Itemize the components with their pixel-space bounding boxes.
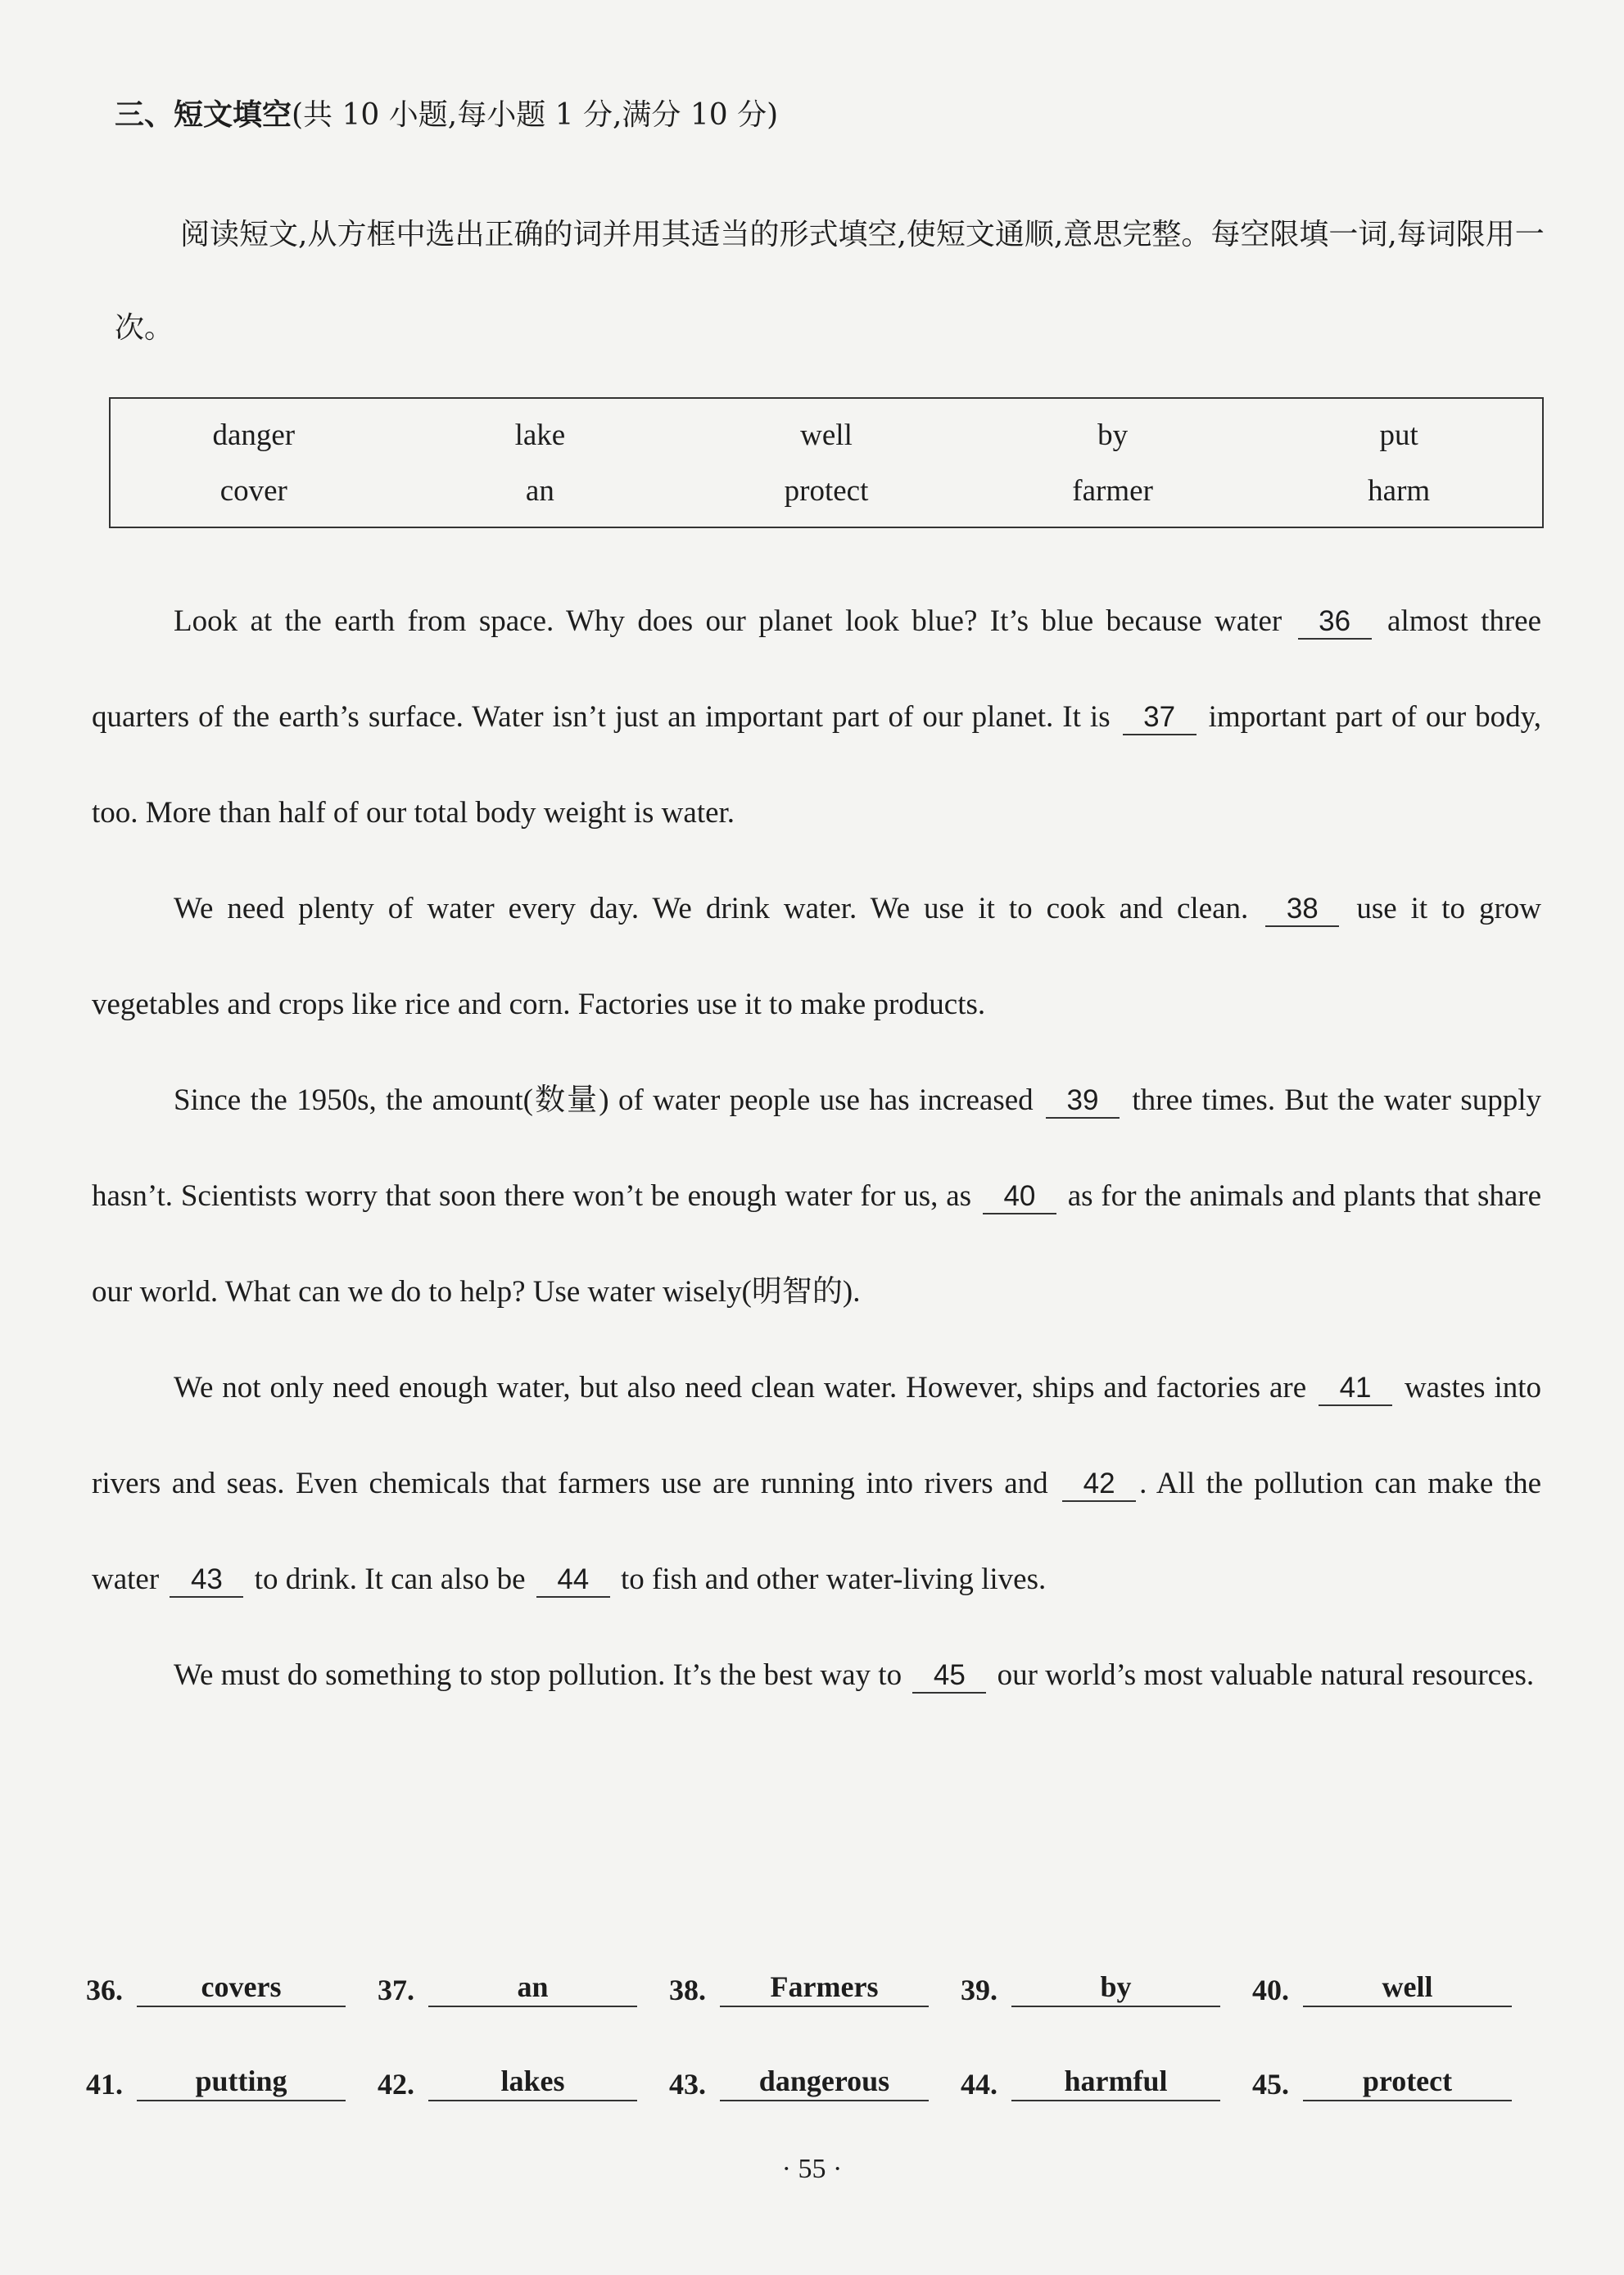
blank-43: 43 <box>170 1563 243 1598</box>
answer-number: 37. <box>378 1973 414 2006</box>
answer-key <box>86 1941 1544 2129</box>
answer-number: 39. <box>961 1973 997 2006</box>
paragraph-text: to drink. It can also be <box>254 1563 526 1596</box>
answer-item <box>1252 2064 1544 2101</box>
section-title-bold: 三、短文填空 <box>115 98 292 132</box>
blank-36: 36 <box>1298 605 1372 640</box>
blank-40: 40 <box>983 1180 1056 1214</box>
answer-value: Farmers <box>720 1970 929 2007</box>
answer-item <box>669 1970 961 2007</box>
paragraph-text: wastes into rivers and seas. Even chemicals that farmers use are running into rivers and <box>92 1371 1542 1500</box>
paragraph-text: We must do something to stop pollution. It’s the best way to <box>174 1658 902 1692</box>
word-box-item: farmer <box>1072 473 1153 508</box>
word-box-item: danger <box>212 418 296 452</box>
blank-39: 39 <box>1046 1084 1120 1119</box>
section-title-rest: (共 10 小题,每小题 1 分,满分 10 分) <box>292 98 779 132</box>
paragraph-1 <box>92 573 1541 861</box>
answer-row <box>86 2035 1544 2129</box>
paragraph-2 <box>92 861 1541 1052</box>
answer-number: 40. <box>1252 1973 1289 2006</box>
answer-item <box>961 1970 1252 2007</box>
answer-value: putting <box>137 2064 346 2101</box>
section-title <box>115 94 778 136</box>
word-box-item: by <box>1097 418 1129 452</box>
answer-value: harmful <box>1011 2064 1220 2101</box>
blank-41: 41 <box>1319 1372 1392 1406</box>
paragraph-text: as for the animals and plants that share our world. What can we do to help? Use water wisely(明智的). <box>92 1179 1542 1309</box>
answer-number: 42. <box>378 2067 414 2101</box>
answer-number: 41. <box>86 2067 123 2101</box>
word-box <box>109 397 1544 528</box>
answer-row <box>86 1941 1544 2035</box>
word-box-item: an <box>525 473 554 508</box>
paragraph-text: three times. But the water supply hasn’t. Scientists worry that soon there won’t be enough water for us, as <box>92 1083 1541 1213</box>
answer-item <box>669 2064 961 2101</box>
paragraph-text: We need plenty of water every day. We drink water. We use it to cook and clean. <box>174 892 1249 925</box>
answer-item <box>86 2064 378 2101</box>
blank-45: 45 <box>912 1659 986 1694</box>
answer-number: 36. <box>86 1973 123 2006</box>
passage <box>92 573 1541 1723</box>
paragraph-4 <box>92 1340 1541 1627</box>
answer-value: by <box>1011 1970 1220 2007</box>
answer-number: 43. <box>669 2067 706 2101</box>
paragraph-text: . All the pollution can make the water <box>92 1467 1542 1596</box>
answer-item <box>86 1970 378 2007</box>
word-box-item: put <box>1379 418 1418 452</box>
answer-number: 45. <box>1252 2067 1289 2101</box>
instructions: 阅读短文,从方框中选出正确的词并用其适当的形式填空,使短文通顺,意思完整。每空限填一词,每词限用一次。 <box>115 218 1545 345</box>
answer-item <box>378 2064 669 2101</box>
answer-value: covers <box>137 1970 346 2007</box>
blank-37: 37 <box>1123 701 1197 735</box>
paragraph-text: important part of our body, too. More than half of our total body weight is water. <box>92 700 1542 830</box>
page-number: · 55 · <box>781 2154 843 2184</box>
paragraph-text: We not only need enough water, but also need clean water. However, ships and factories are <box>174 1371 1307 1404</box>
blank-42: 42 <box>1062 1468 1136 1502</box>
word-box-item: harm <box>1368 473 1431 508</box>
answer-value: dangerous <box>720 2064 929 2101</box>
answer-item <box>1252 1970 1544 2007</box>
word-box-item: cover <box>219 473 287 508</box>
word-box-item: well <box>800 418 853 452</box>
answer-item <box>378 1970 669 2007</box>
answer-item <box>961 2064 1252 2101</box>
word-box-item: lake <box>514 418 566 452</box>
answer-value: lakes <box>428 2064 637 2101</box>
word-box-item: protect <box>784 473 869 508</box>
answer-number: 44. <box>961 2067 997 2101</box>
paragraph-5 <box>92 1627 1541 1723</box>
blank-44: 44 <box>536 1563 610 1598</box>
paragraph-text: Look at the earth from space. Why does our planet look blue? It’s blue because water <box>174 604 1282 638</box>
blank-38: 38 <box>1265 893 1339 927</box>
paragraph-text: Since the 1950s, the amount(数量) of water people use has increased <box>174 1083 1034 1117</box>
answer-value: protect <box>1303 2064 1512 2101</box>
paragraph-text: to fish and other water-living lives. <box>621 1563 1047 1596</box>
answer-number: 38. <box>669 1973 706 2006</box>
answer-value: well <box>1303 1970 1512 2007</box>
paragraph-3 <box>92 1052 1541 1340</box>
paragraph-text: use it to grow vegetables and crops like rice and corn. Factories use it to make products. <box>92 892 1542 1021</box>
paragraph-text: almost three quarters of the earth’s surface. Water isn’t just an important part of our planet. It is <box>92 604 1542 734</box>
paragraph-text: our world’s most valuable natural resources. <box>997 1658 1535 1692</box>
answer-value: an <box>428 1970 637 2007</box>
